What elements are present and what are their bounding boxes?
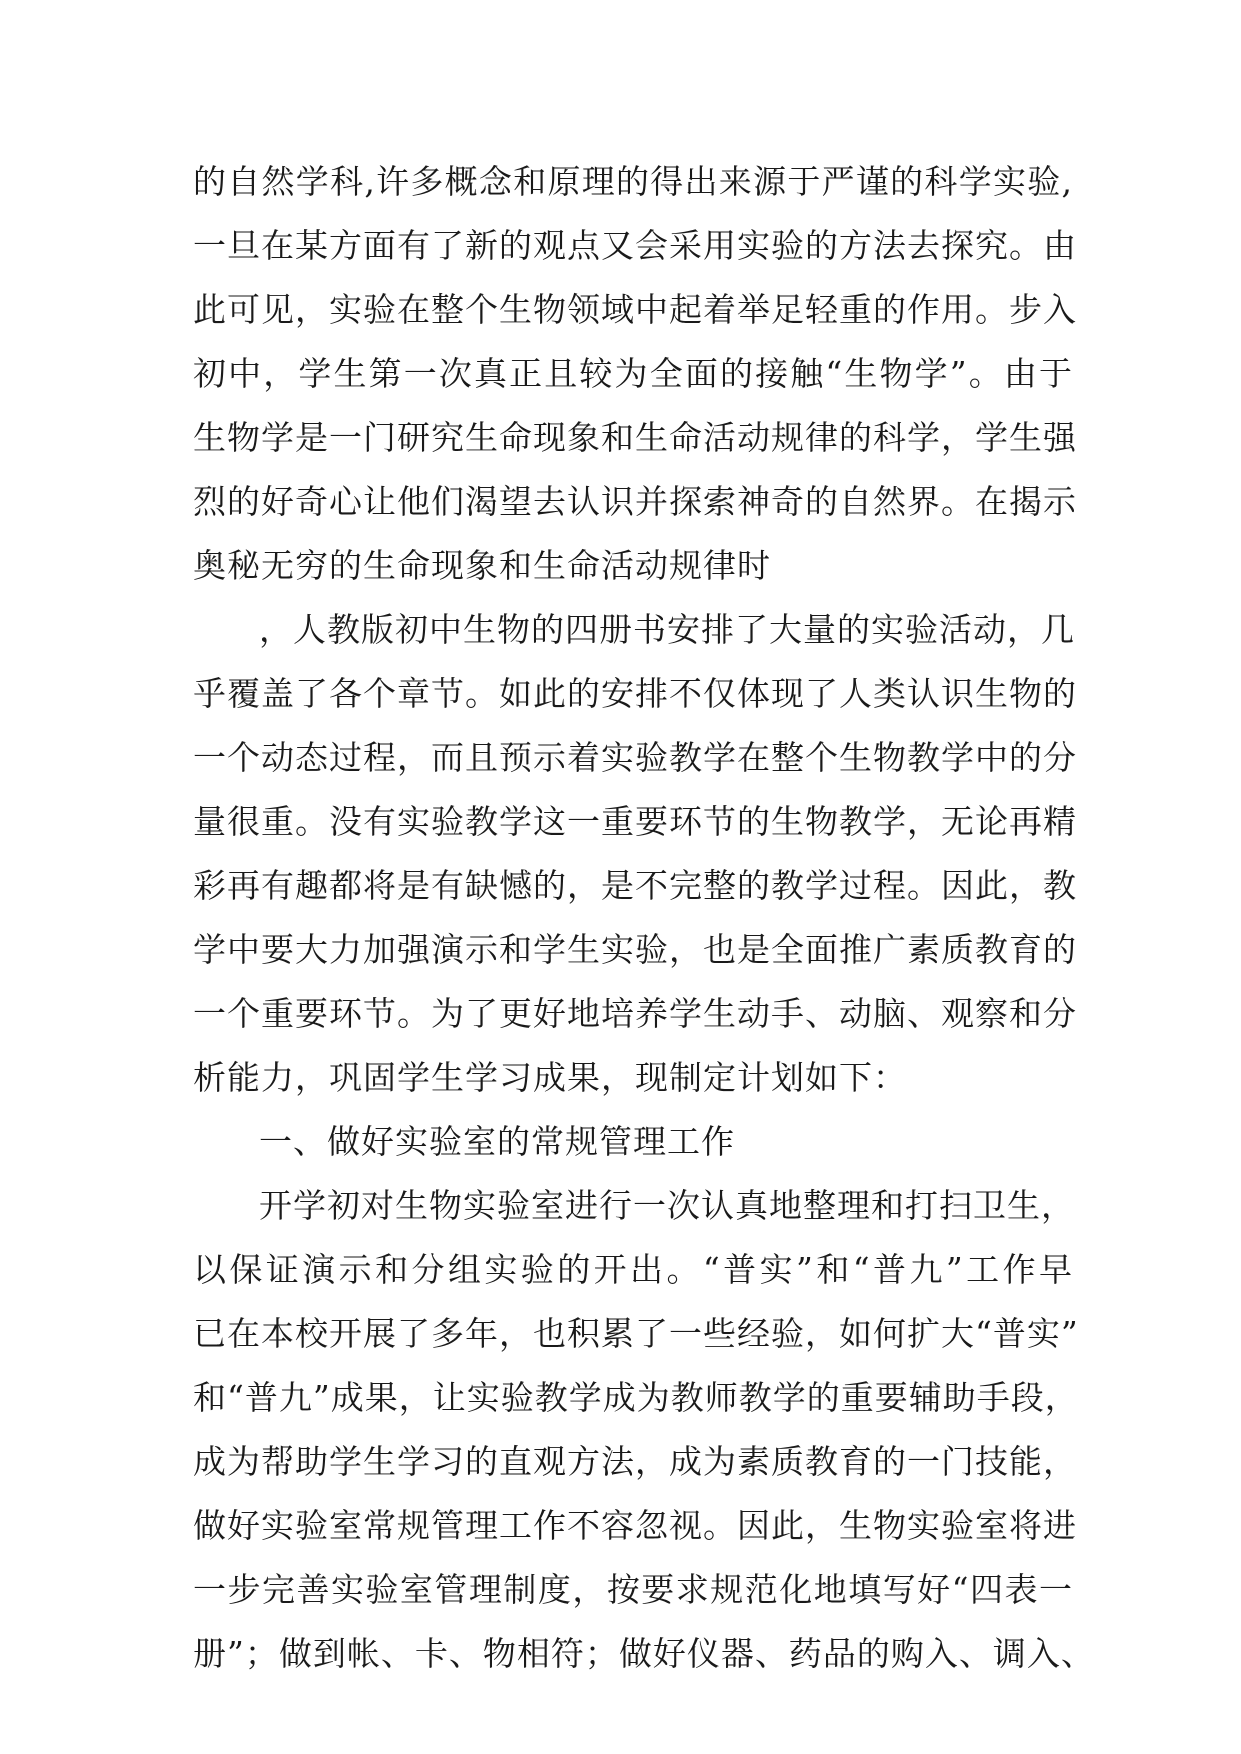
text-line: 生物学是一门研究生命现象和生命活动规律的科学，学生强	[193, 418, 1077, 457]
section-heading: 一、做好实验室的常规管理工作	[259, 1122, 735, 1161]
text-line: 一步完善实验室管理制度，按要求规范化地填写好“四表一	[193, 1570, 1073, 1609]
text-line: 的自然学科,许多概念和原理的得出来源于严谨的科学实验,	[193, 162, 1073, 201]
text-line: 册”；做到帐、卡、物相符；做好仪器、药品的购入、调入、	[193, 1634, 1095, 1673]
text-line: 一个重要环节。为了更好地培养学生动手、动脑、观察和分	[193, 994, 1077, 1033]
text-line: 奥秘无穷的生命现象和生命活动规律时	[193, 546, 771, 585]
text-line: 一旦在某方面有了新的观点又会采用实验的方法去探究。由	[193, 226, 1077, 265]
text-line: ，人教版初中生物的四册书安排了大量的实验活动，几	[259, 610, 1075, 649]
text-line: 做好实验室常规管理工作不容忽视。因此，生物实验室将进	[193, 1506, 1077, 1545]
text-line: 此可见，实验在整个生物领域中起着举足轻重的作用。步入	[193, 290, 1077, 329]
text-line: 烈的好奇心让他们渴望去认识并探索神奇的自然界。在揭示	[193, 482, 1077, 521]
text-line: 彩再有趣都将是有缺憾的，是不完整的教学过程。因此，教	[193, 866, 1077, 905]
text-line: 已在本校开展了多年，也积累了一些经验，如何扩大“普实”	[193, 1314, 1079, 1353]
text-line: 一个动态过程，而且预示着实验教学在整个生物教学中的分	[193, 738, 1077, 777]
text-line: 乎覆盖了各个章节。如此的安排不仅体现了人类认识生物的	[193, 674, 1077, 713]
text-line: 和“普九”成果，让实验教学成为教师教学的重要辅助手段，	[193, 1378, 1079, 1417]
text-line: 开学初对生物实验室进行一次认真地整理和打扫卫生，	[259, 1186, 1075, 1225]
body-text	[193, 150, 1095, 1686]
text-line: 成为帮助学生学习的直观方法，成为素质教育的一门技能，	[193, 1442, 1077, 1481]
text-line: 析能力，巩固学生学习成果，现制定计划如下：	[193, 1058, 907, 1097]
text-line: 量很重。没有实验教学这一重要环节的生物教学，无论再精	[193, 802, 1077, 841]
text-line: 以保证演示和分组实验的开出。“普实”和“普九”工作早	[193, 1250, 1073, 1289]
text-line: 初中，学生第一次真正且较为全面的接触“生物学”。由于	[193, 354, 1073, 393]
text-line: 学中要大力加强演示和学生实验，也是全面推广素质教育的	[193, 930, 1077, 969]
